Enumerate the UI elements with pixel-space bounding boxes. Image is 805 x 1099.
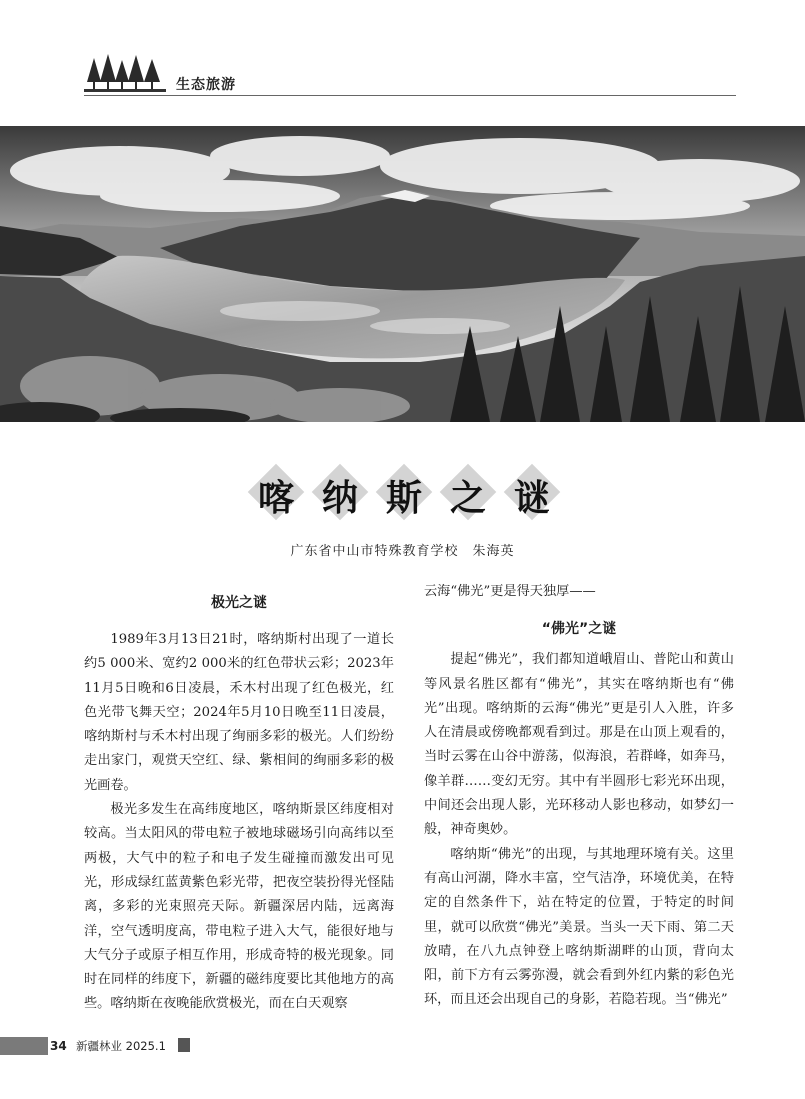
section-heading-buddha-light: “佛光”之谜 xyxy=(541,621,617,638)
section-label: 生态旅游 xyxy=(176,77,236,93)
paragraph-continuation: 云海“佛光”更是得天独厚—— xyxy=(424,584,596,599)
title-char: 喀 xyxy=(257,477,294,519)
title-char: 谜 xyxy=(513,477,550,519)
paragraph: 提起“佛光”，我们都知道峨眉山、普陀山和黄山等风景名胜区都有“佛光”，其实在喀纳斯也有“佛光”出现。喀纳斯的云海“佛光”更是引人入胜，许多人在清晨或傍晚都观看到过。那是在山顶上观看的，当时云雾在山谷中游荡，似海浪，若群峰，如奔马，像羊群……变幻无穷。其中有半圆形七彩光环出现，中间还会出现人影，光环移动人影也移动，如梦幻一般，神奇奥妙。 xyxy=(424,652,734,838)
page-footer xyxy=(0,1037,200,1059)
title-char: 之 xyxy=(449,477,486,519)
pine-trees-icon xyxy=(84,52,166,92)
section-heading-aurora: 极光之谜 xyxy=(211,595,267,611)
journal-name: 新疆林业 2025.1 xyxy=(76,1039,166,1053)
article-title xyxy=(246,462,566,522)
header-divider xyxy=(84,95,736,96)
page-number: 34 xyxy=(50,1039,67,1053)
lake-mountain-landscape-photo xyxy=(0,126,805,422)
title-char: 斯 xyxy=(385,477,422,519)
paragraph: 极光多发生在高纬度地区，喀纳斯景区纬度相对较高。当太阳风的带电粒子被地球磁场引向高纬以至两极，大气中的粒子和电子发生碰撞而激发出可见光，形成绿红蓝黄紫色彩光带，把夜空装扮得光怪陆离，多彩的光束照亮天际。新疆深居内陆，远离海洋，空气透明度高，带电粒子进入大气，能很好地与大气分子或原子相互作用，形成奇特的极光现象。同时在同样的纬度下，新疆的磁纬度要比其他地方的高些。喀纳斯在夜晚能欣赏极光，而在白天观察 xyxy=(84,802,394,1012)
right-column xyxy=(424,580,734,1013)
footer-marker xyxy=(178,1038,190,1052)
byline: 广东省中山市特殊教育学校 朱海英 xyxy=(290,544,515,559)
paragraph: 喀纳斯“佛光”的出现，与其地理环境有关。这里有高山河湖，降水丰富，空气洁净，环境优美，在特定的自然条件下，站在特定的位置，于特定的时间里，就可以欣赏“佛光”美景。当头一天下雨、第二天放晴，在八九点钟登上喀纳斯湖畔的山顶，背向太阳，前下方有云雾弥漫，就会看到外红内紫的彩色光环，而且还会出现自己的身影，若隐若现。当“佛光” xyxy=(424,846,734,1008)
left-column xyxy=(84,588,394,1017)
title-char: 纳 xyxy=(321,477,358,519)
footer-bar xyxy=(0,1037,48,1055)
paragraph: 1989年3月13日21时，喀纳斯村出现了一道长约5 000米、宽约2 000米的红色带状云彩；2023年11月5日晚和6日凌晨，禾木村出现了红色极光，红色光带飞舞天空；2024年5月10日晚至11日凌晨，喀纳斯村与禾木村出现了绚丽多彩的极光。人们纷纷走出家门，观赏天空红、绿、紫相间的绚丽多彩的极光画卷。 xyxy=(84,632,394,793)
